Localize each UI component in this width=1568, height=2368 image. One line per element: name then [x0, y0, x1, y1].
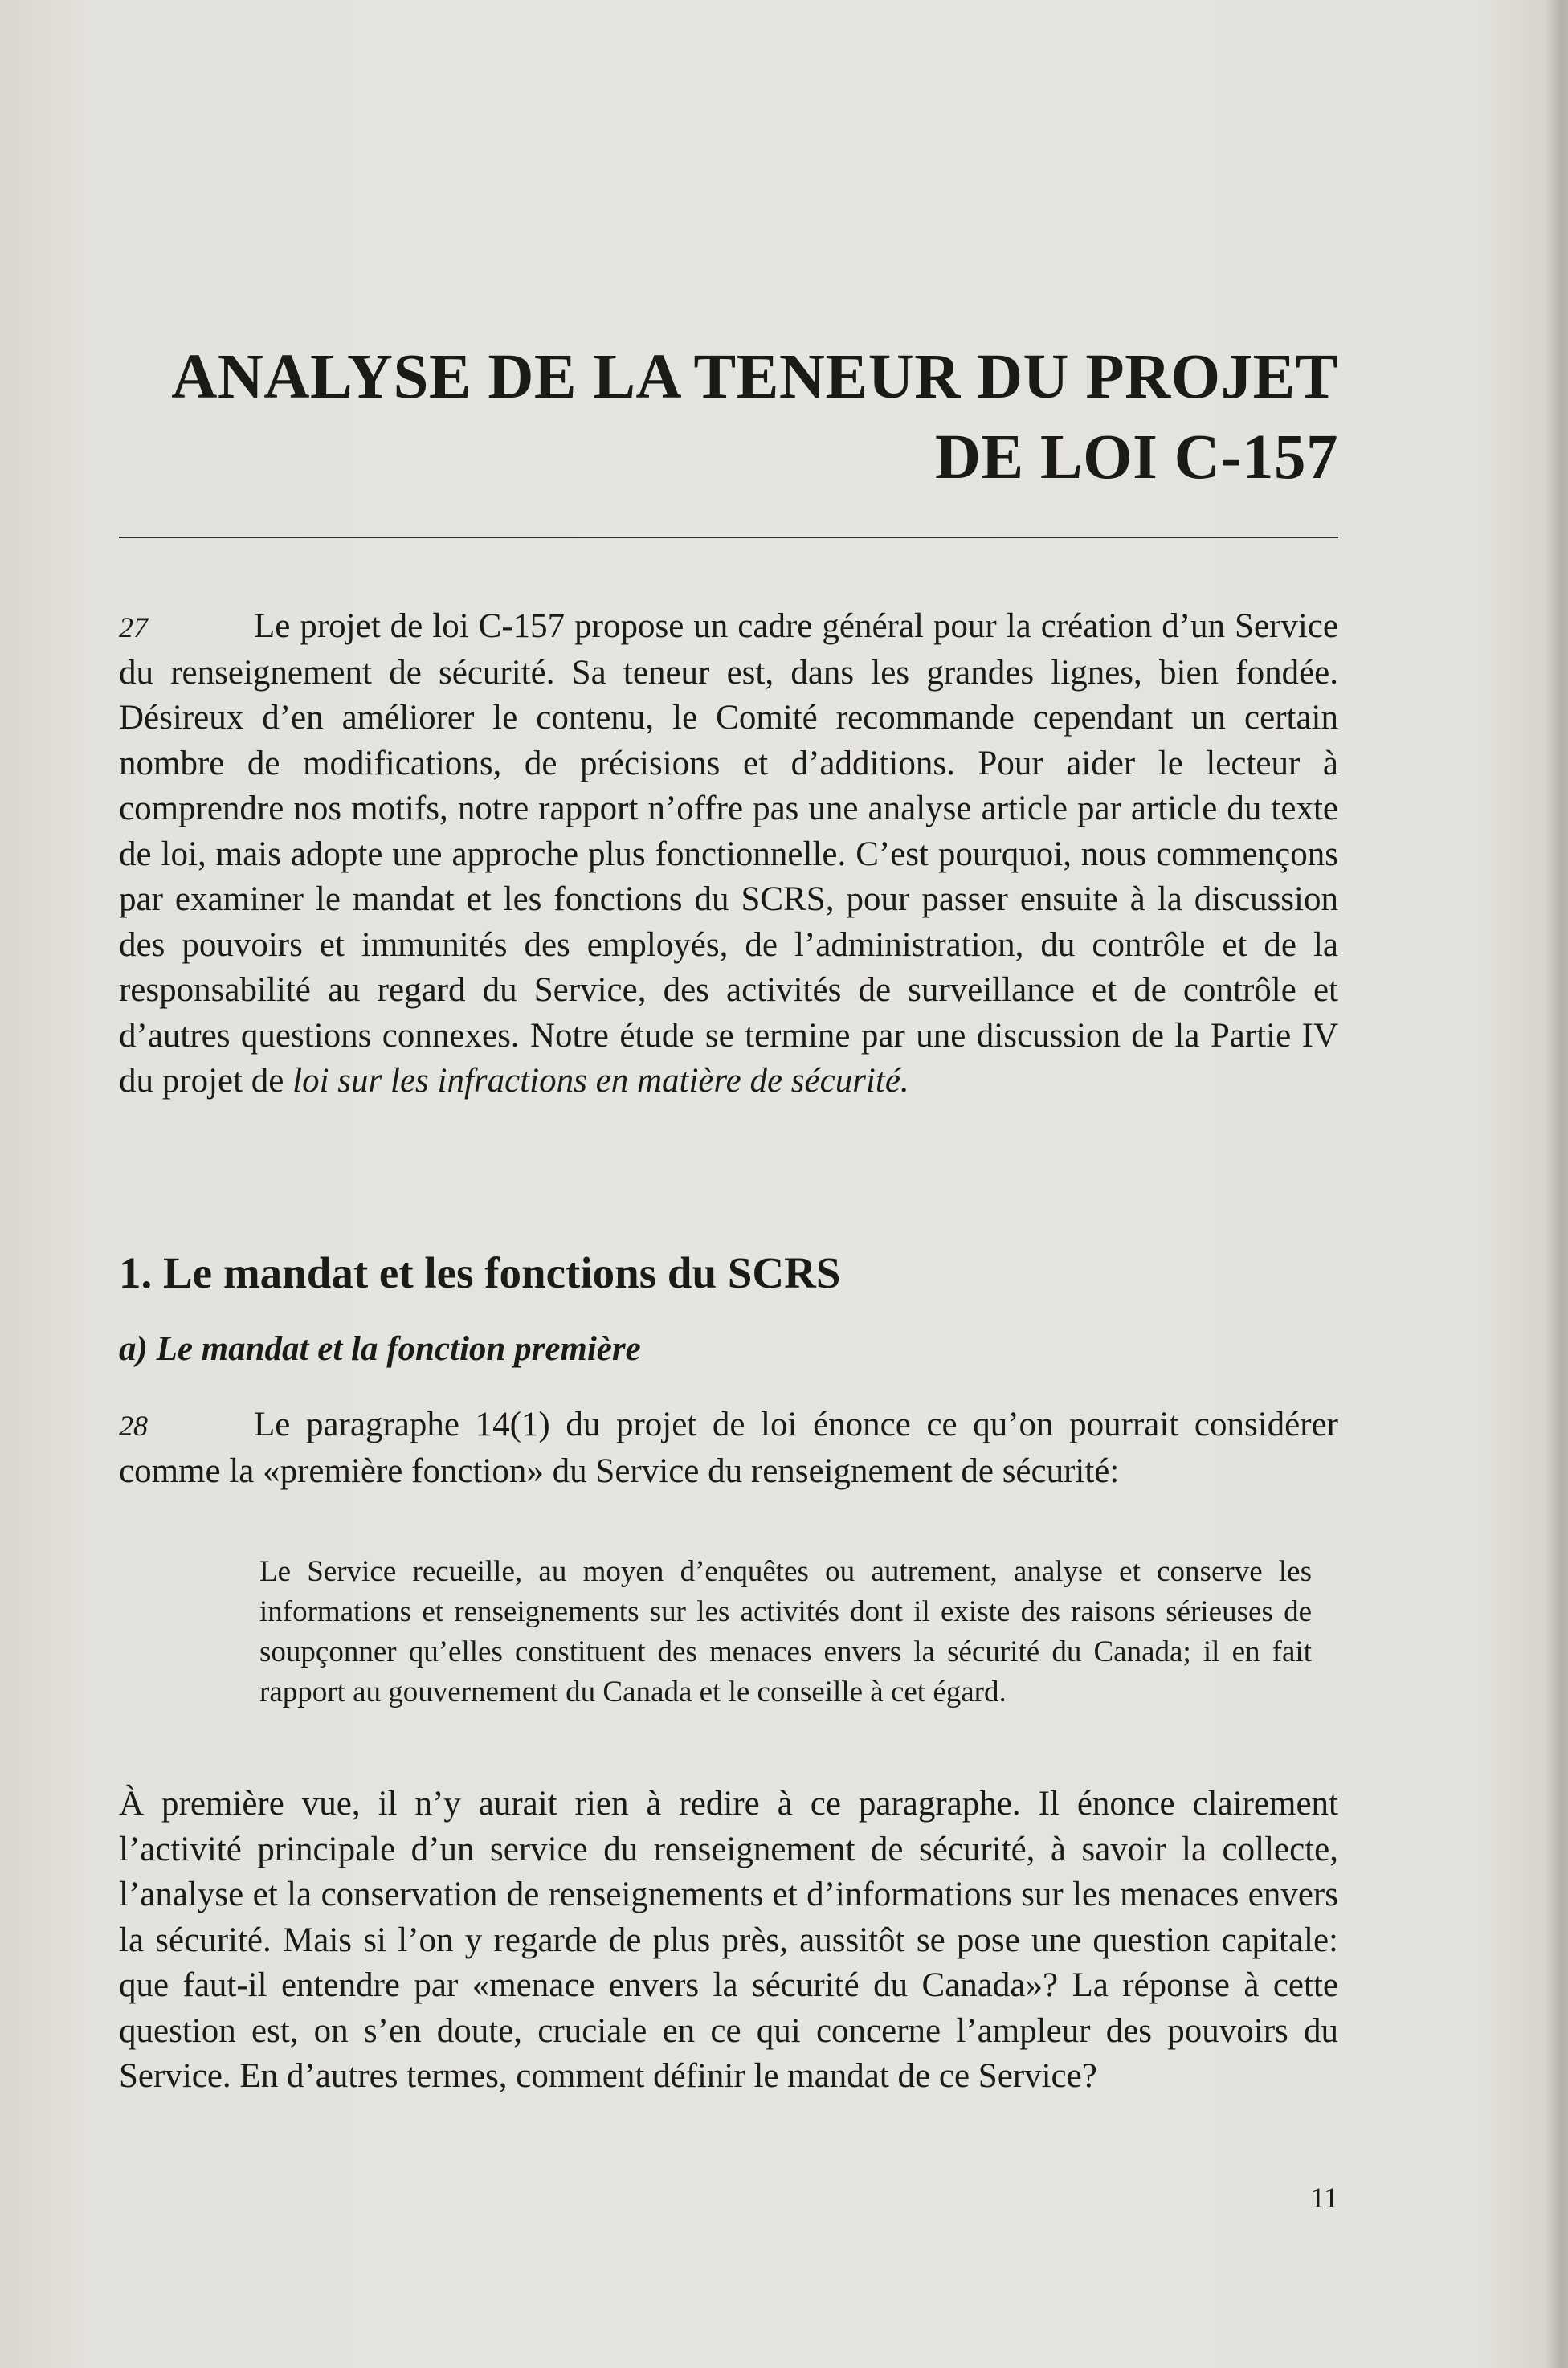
title-line-2: DE LOI C-157 [935, 423, 1338, 492]
paragraph-text: Le projet de loi C-157 propose un cadre général pour la création d’un Service du renseignement de sécurité. Sa teneur est, dans les grandes lignes, bien fondée. Désireux d’en améliorer le contenu, le Comité recommande cependant un certain nombre de modifications, de précisions et d’additions. Pour aider le lecteur à comprendre nos motifs, notre rapport n’offre pas une analyse article par article du texte de loi, mais adopte une approche plus fonctionnelle. C’est pourquoi, nous commençons par examiner le mandat et les fonctions du SCRS, pour passer ensuite à la discussion des pouvoirs et immunités des employés, de l’administration, du contrôle et de la responsabilité au regard du Service, des activités de surveillance et de contrôle et d’autres questions connexes. Notre étude se termine par une discussion de la Partie IV du projet de [119, 607, 1338, 1100]
title-divider [119, 537, 1338, 538]
paragraph-number: 28 [119, 1410, 148, 1442]
paragraph-end: . [900, 1062, 909, 1100]
paragraph-text: Le paragraphe 14(1) du projet de loi énonce ce qu’on pourrait considérer comme la «première fonction» du Service du renseignement de sécurité: [119, 1406, 1338, 1490]
block-quote: Le Service recueille, au moyen d’enquêtes ou autrement, analyse et conserve les informations et renseignements sur les activités dont il existe des raisons sérieuses de soupçonner qu’elles constituent des menaces envers la sécurité du Canada; il en fait rapport au gouvernement du Canada et le conseille à cet égard. [259, 1555, 1312, 1709]
section-heading: 1. Le mandat et les fonctions du SCRS [119, 1248, 841, 1297]
page-title [119, 337, 1338, 498]
paragraph-italic-title: loi sur les infractions en matière de sécurité [292, 1062, 900, 1100]
paragraph-27 [119, 604, 1338, 1104]
page-number: 11 [1310, 2182, 1338, 2214]
subsection-title: Le mandat et la fonction première [156, 1330, 641, 1368]
title-line-1: ANALYSE DE LA TENEUR DU PROJET [171, 342, 1338, 412]
paragraph-continuation: À première vue, il n’y aurait rien à redire à ce paragraphe. Il énonce clairement l’activité principale d’un service du renseignement de sécurité, à savoir la collecte, l’analyse et la conservation de renseignements et d’informations sur les menaces envers la sécurité. Mais si l’on y regarde de plus près, aussitôt se pose une question capitale: que faut-il entendre par «menace envers la sécurité du Canada»? La réponse à cette question est, on s’en doute, cruciale en ce qui concerne l’ampleur des pouvoirs du Service. En d’autres termes, comment définir le mandat de ce Service? [119, 1785, 1338, 2095]
paragraph-number: 27 [119, 611, 148, 643]
subsection-label: a) [119, 1330, 148, 1368]
paragraph-28 [119, 1402, 1338, 1494]
page-edge-shadow [1546, 0, 1568, 2368]
subsection-heading [119, 1327, 641, 1372]
